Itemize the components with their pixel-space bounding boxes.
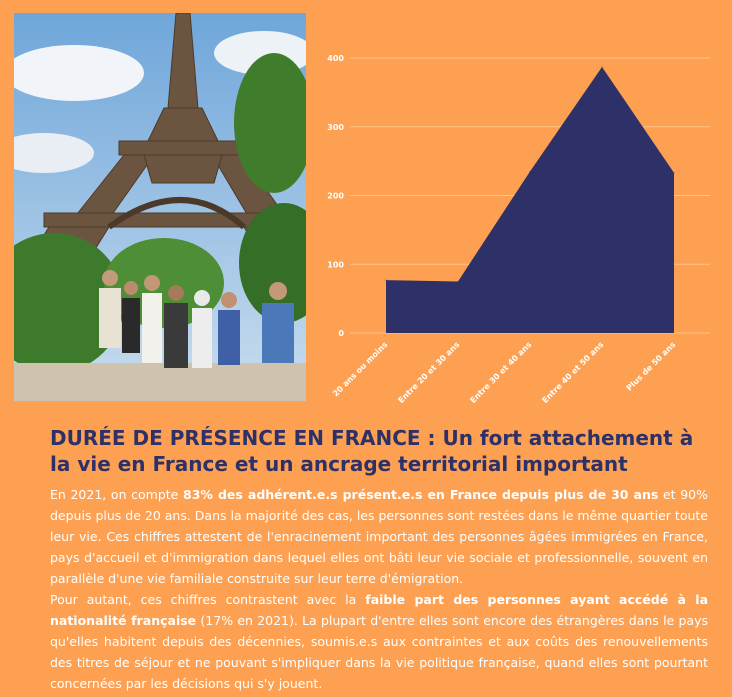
data-point (458, 281, 459, 282)
y-tick-label: 100 (327, 260, 344, 270)
x-tick-label: 20 ans ou moins (331, 340, 390, 399)
p1-text-start: En 2021, on compte (50, 487, 184, 502)
data-point (530, 171, 531, 172)
y-tick-label: 300 (327, 122, 344, 132)
data-point (674, 172, 675, 173)
data-point (602, 66, 603, 67)
data-point (386, 280, 387, 281)
x-tick-label: Entre 20 et 30 ans (396, 340, 462, 406)
paragraph-1 (50, 484, 708, 589)
p2-text-start: Pour autant, ces chiffres contrastent avec la (50, 592, 366, 607)
y-tick-label: 0 (338, 329, 344, 338)
y-tick-label: 200 (327, 191, 344, 201)
y-tick-label: 400 (327, 54, 344, 63)
x-tick-label: Entre 30 et 40 ans (468, 340, 534, 406)
paragraph-2 (50, 589, 708, 694)
area-series (386, 67, 674, 333)
x-tick-label: Entre 40 et 50 ans (540, 340, 606, 406)
x-tick-label: Plus de 50 ans (624, 340, 678, 393)
p2-highlight: faible part des personnes ayant accédé à la nationalité française (50, 592, 708, 628)
p1-highlight: 83% des adhérent.e.s présent.e.s en France depuis plus de 30 ans (183, 487, 659, 502)
article-title: DURÉE DE PRÉSENCE EN FRANCE : Un fort attachement à la vie en France et un ancrage territorial important (50, 426, 694, 476)
p1-text-end: et 90% depuis plus de 20 ans. Dans la majorité des cas, les personnes sont restées dans le même quartier toute leur vie. Ces chiffres attestent de l'enracinement important des personnes âgées immigrées en France, pays d'accueil et d'immigration dans lequel elles ont bâti leur vie sociale et professionnelle, souvent en parallèle d'une vie familiale construite sur leur terre d'émigration. (50, 487, 708, 586)
p2-text-end: (17% en 2021). La plupart d'entre elles sont encore des étrangères dans le pays qu'elles habitent depuis des décennies, soumis.e.s aux contraintes et aux coûts des renouvellements des titres de séjour et ne pouvant s'impliquer dans la vie politique française, quand elles sont pourtant concernées par les décisions qui s'y jouent. (50, 613, 708, 691)
chart (312, 18, 722, 408)
article-body (50, 484, 708, 694)
eiffel-tower-photo (14, 13, 306, 401)
